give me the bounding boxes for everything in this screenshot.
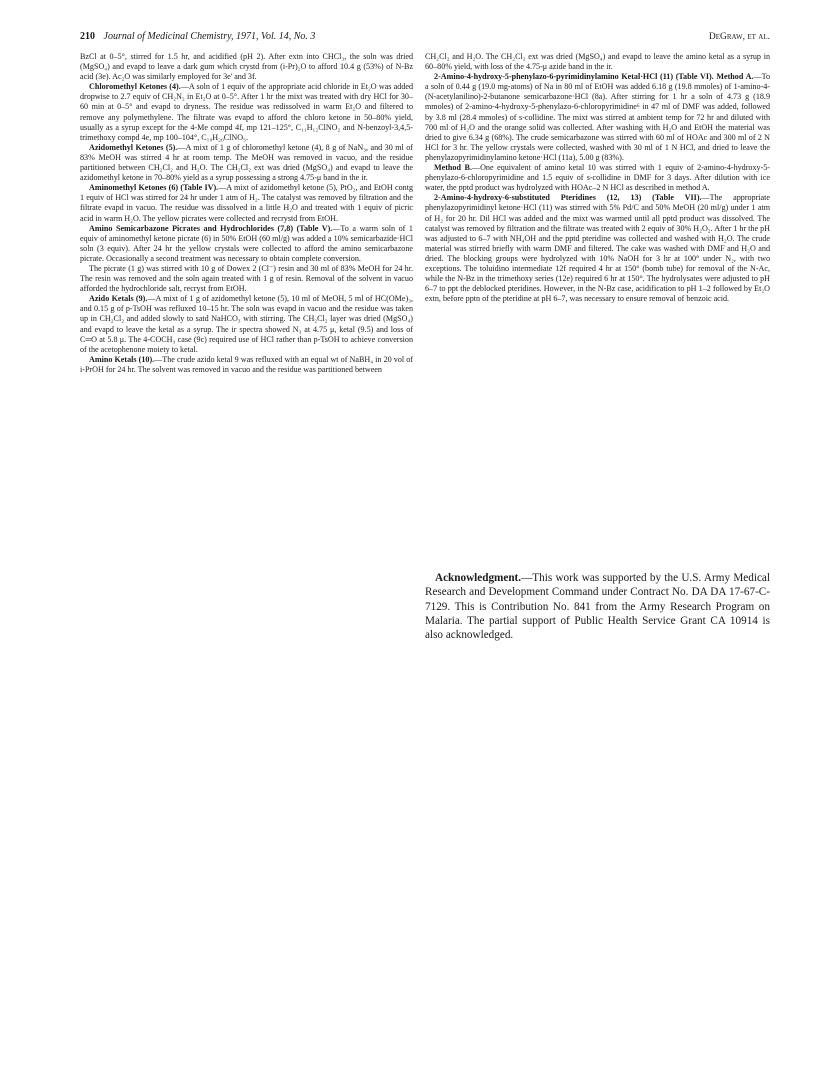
running-authors: DeGraw, et al. bbox=[708, 32, 770, 42]
paragraph-text: —One equivalent of amino ketal 10 was stirred with 1 equiv of 2-amino-4-hydroxy-5-phenylazo-6-chloropyrimidine and 1.5 equiv of s-collidine in DMF for 3 days. After dilution with ice water, the pptd product was hydrolyzed with HOAc–2 N HCl as described in method A. bbox=[425, 163, 771, 193]
section-heading: 2-Amino-4-hydroxy-6-substituted Pteridines (12, 13) (Table VII). bbox=[434, 193, 702, 203]
paragraph-text: BzCl at 0–5°, stirred for 1.5 hr, and acidified (pH 2). After extn into CHCl₃, the soln was dried (MgSO₄) and evapd to leave a dark gum which crystd from (i-Pr)₂O to afford 10.4 g (53%) of N-Bz acid (3e). Ac₂O was similarly employed for 3e' and 3f. bbox=[80, 52, 413, 82]
right-column bbox=[425, 52, 770, 304]
paragraph bbox=[80, 52, 413, 82]
section-heading: Azido Ketals (9). bbox=[89, 294, 148, 304]
acknowledgment-heading: Acknowledgment. bbox=[435, 572, 522, 584]
paragraph-text: —To a warm soln of 1 equiv of aminomethyl ketone picrate (6) in 50% EtOH (60 ml/g) was added a 10% semicarbazide·HCl soln (3 equiv). After 24 hr the yellow crystals were collected to afford the amino semicarbazone picrate. Occasionally a second treatment was necessary to obtain complete conversion. bbox=[80, 223, 413, 263]
paragraph-text: —The appropriate phenylazopyrimidinyl ketone·HCl (11) was stirred with 5% Pd/C and 50% MeOH (20 ml/g) under 1 atm of H₂ for 20 hr. Dil HCl was added and the mixt was warmed until all pptd product was dissolved. The catalyst was removed by filtration and the filtrate was treated with 2 equiv of 30% H₂O₂. After 1 hr the pH was adjusted to 6–7 with NH₄OH and the pptd pteridine was collected and washed with H₂O. The crude material was stirred briefly with warm DMF and filtered. The cake was washed with DMF and H₂O and dried. The blocking groups were hydrolyzed with 10% NaOH for 3 hr at 100° under N₂, with two exceptions. The toluidino intermediate 12f required 4 hr at 150° (bomb tube) for removal of the N-Ac, while the N-Bz in the trimethoxy series (12e) required 6 hr at 150°. The hydrolysates were adjusted to pH 6–7 to ppt the deblocked pteridines. However, in the N-Bz case, acidification to pH 1–2 followed by Et₂O extn, before pptn of the pteridine at pH 6–7, was necessary to ensure removal of benzoic acid. bbox=[425, 193, 770, 304]
paragraph bbox=[425, 52, 770, 72]
section-heading: Azidomethyl Ketones (5). bbox=[89, 142, 178, 152]
paragraph bbox=[425, 193, 770, 304]
left-column bbox=[80, 52, 413, 375]
paragraph-text: CH₂Cl₂ and H₂O. The CH₂Cl₂ ext was dried (MgSO₄) and evapd to leave the amino ketal as a syrup in 60–80% yield, with loss of the 4.75-μ azide band in the ir. bbox=[425, 52, 770, 72]
paragraph-text: —To a soln of 0.44 g (19.0 mg-atoms) of Na in 80 ml of EtOH was added 6.18 g (19.8 mmoles) of 1-amino-4-(N-acetylanilino)-2-butanone semicarbazone·HCl (8a). After stirring for 1 hr a soln of 4.73 g (18.9 mmoles) of 2-amino-4-hydroxy-5-phenylazo-6-chloropyrimidine⁶ in 47 ml of DMF was added, followed by 3.8 ml (28.4 mmoles) of s-collidine. The mixt was stirred at ambient temp for 72 hr and diluted with 700 ml of H₂O and the orange solid was collected. After washing with H₂O and EtOH the material was dried to give 6.34 g (68%). The crude semicarbazone was stirred with 60 ml of HOAc and 300 ml of 2 N HCl for 3 hr. The yellow crystals were collected, washed with 30 ml of 1 N HCl, and dried to leave the phenylazopyrimidinylamino ketone·HCl (11a), 5.00 g (83%). bbox=[425, 72, 770, 162]
running-header bbox=[80, 30, 770, 44]
section-heading: Method B. bbox=[434, 163, 472, 173]
paragraph bbox=[425, 163, 770, 193]
paragraph-text: —The crude azido ketal 9 was refluxed with an equal wt of NaBH₄ in 20 vol of i-PrOH for 24 hr. The solvent was removed in vacuo and the residue was partitioned between bbox=[80, 354, 414, 374]
paragraph-text: —A soln of 1 equiv of the appropriate acid chloride in Et₂O was added dropwise to 2.7 equiv of CH₂N₂ in Et₂O at 0–5°. After 1 hr the mixt was treated with dry HCl for 30–60 min at 0–5° and evapd to dryness. The residue was redissolved in warm Et₂O and filtered to remove any polymethylene. The filtrate was evapd to afford the chloro ketone in 50–80% yield, usually as a syrup except for the 4-Me compd 4f, mp 121–125°, C₁₁H₁₂ClNO₂ and N-benzoyl-3,4,5-trimethoxy compd 4e, mp 100–104°, C₁₉H₂₀ClNO₅. bbox=[80, 82, 413, 142]
acknowledgment-paragraph bbox=[425, 571, 770, 642]
paragraph bbox=[80, 264, 413, 294]
paragraph-text: —A mixt of azidomethyl ketone (5), PtO₂, and EtOH contg 1 equiv of HCl was stirred for 24 hr under 1 atm of H₂. The catalyst was removed by filtration and the filtrate evapd in vacuo. The residue was dissolved in a little H₂O and treated with 1 equiv of picric acid in warm H₂O. The yellow picrates were collected and recrystd from EtOH. bbox=[80, 183, 413, 223]
paragraph-text: —A mixt of 1 g of chloromethyl ketone (4), 8 g of NaN₃, and 30 ml of 83% MeOH was stirred 4 hr at room temp. The MeOH was removed in vacuo, and the residue partitioned between CH₂Cl₂ and H₂O. The CH₂Cl₂ ext was dried (MgSO₄) and evapd to leave the azidomethyl ketone in 70–80% yield as a syrup possessing a strong 4.75-μ band in the ir. bbox=[80, 142, 413, 183]
section-heading: Aminomethyl Ketones (6) (Table IV). bbox=[89, 183, 219, 193]
section-heading: Chloromethyl Ketones (4). bbox=[89, 82, 181, 92]
paragraph-text: —A mixt of 1 g of azidomethyl ketone (5), 10 ml of MeOH, 5 ml of HC(OMe)₃, and 0.15 g of p-TsOH was refluxed 10–15 hr. The soln was evapd in vacuo and the residue was taken up in CH₂Cl₂ and added slowly to satd NaHCO₃ with stirring. The CH₂Cl₂ layer was dried (MgSO₄) and evapd to leave the ketal as a syrup. The ir spectra showed N₃ at 4.75 μ, ketal (9.5) and loss of C═O at 5.8 μ. The 4-COCH₃ case (9c) required use of HCl rather than p-TsOH to achieve conversion of the acetophenone moiety to ketal. bbox=[80, 294, 413, 354]
section-heading: Amino Semicarbazone Picrates and Hydrochlorides (7,8) (Table V). bbox=[89, 223, 333, 233]
acknowledgment-text: —This work was supported by the U.S. Army Medical Research and Development Command under Contract No. DA DA 17-67-C-7129. This is Contribution No. 841 from the Army Research Program on Malaria. The partial support of Public Health Service Grant CA 10914 is also acknowledged. bbox=[425, 572, 770, 642]
paragraph bbox=[425, 72, 770, 163]
paragraph bbox=[80, 355, 413, 375]
section-heading: 2-Amino-4-hydroxy-5-phenylazo-6-pyrimidinylamino Ketal·HCl (11) (Table VI). Method A. bbox=[434, 72, 754, 82]
acknowledgment-section bbox=[425, 571, 770, 642]
paragraph bbox=[80, 143, 413, 183]
journal-citation: Journal of Medicinal Chemistry, 1971, Vol. 14, No. 3 bbox=[103, 31, 316, 42]
paragraph bbox=[80, 224, 413, 264]
section-heading: Amino Ketals (10). bbox=[89, 354, 155, 364]
paragraph bbox=[80, 294, 413, 355]
paragraph bbox=[80, 82, 413, 143]
paragraph-text: The picrate (1 g) was stirred with 10 g of Dowex 2 (Cl⁻) resin and 30 ml of 83% MeOH for 24 hr. The resin was removed and the soln again treated with 1 g of resin. Removal of the solvent in vacuo afforded the hydrochloride salt, recryst from EtOH. bbox=[80, 263, 413, 294]
page-number: 210 bbox=[80, 31, 95, 42]
paragraph bbox=[80, 183, 413, 223]
